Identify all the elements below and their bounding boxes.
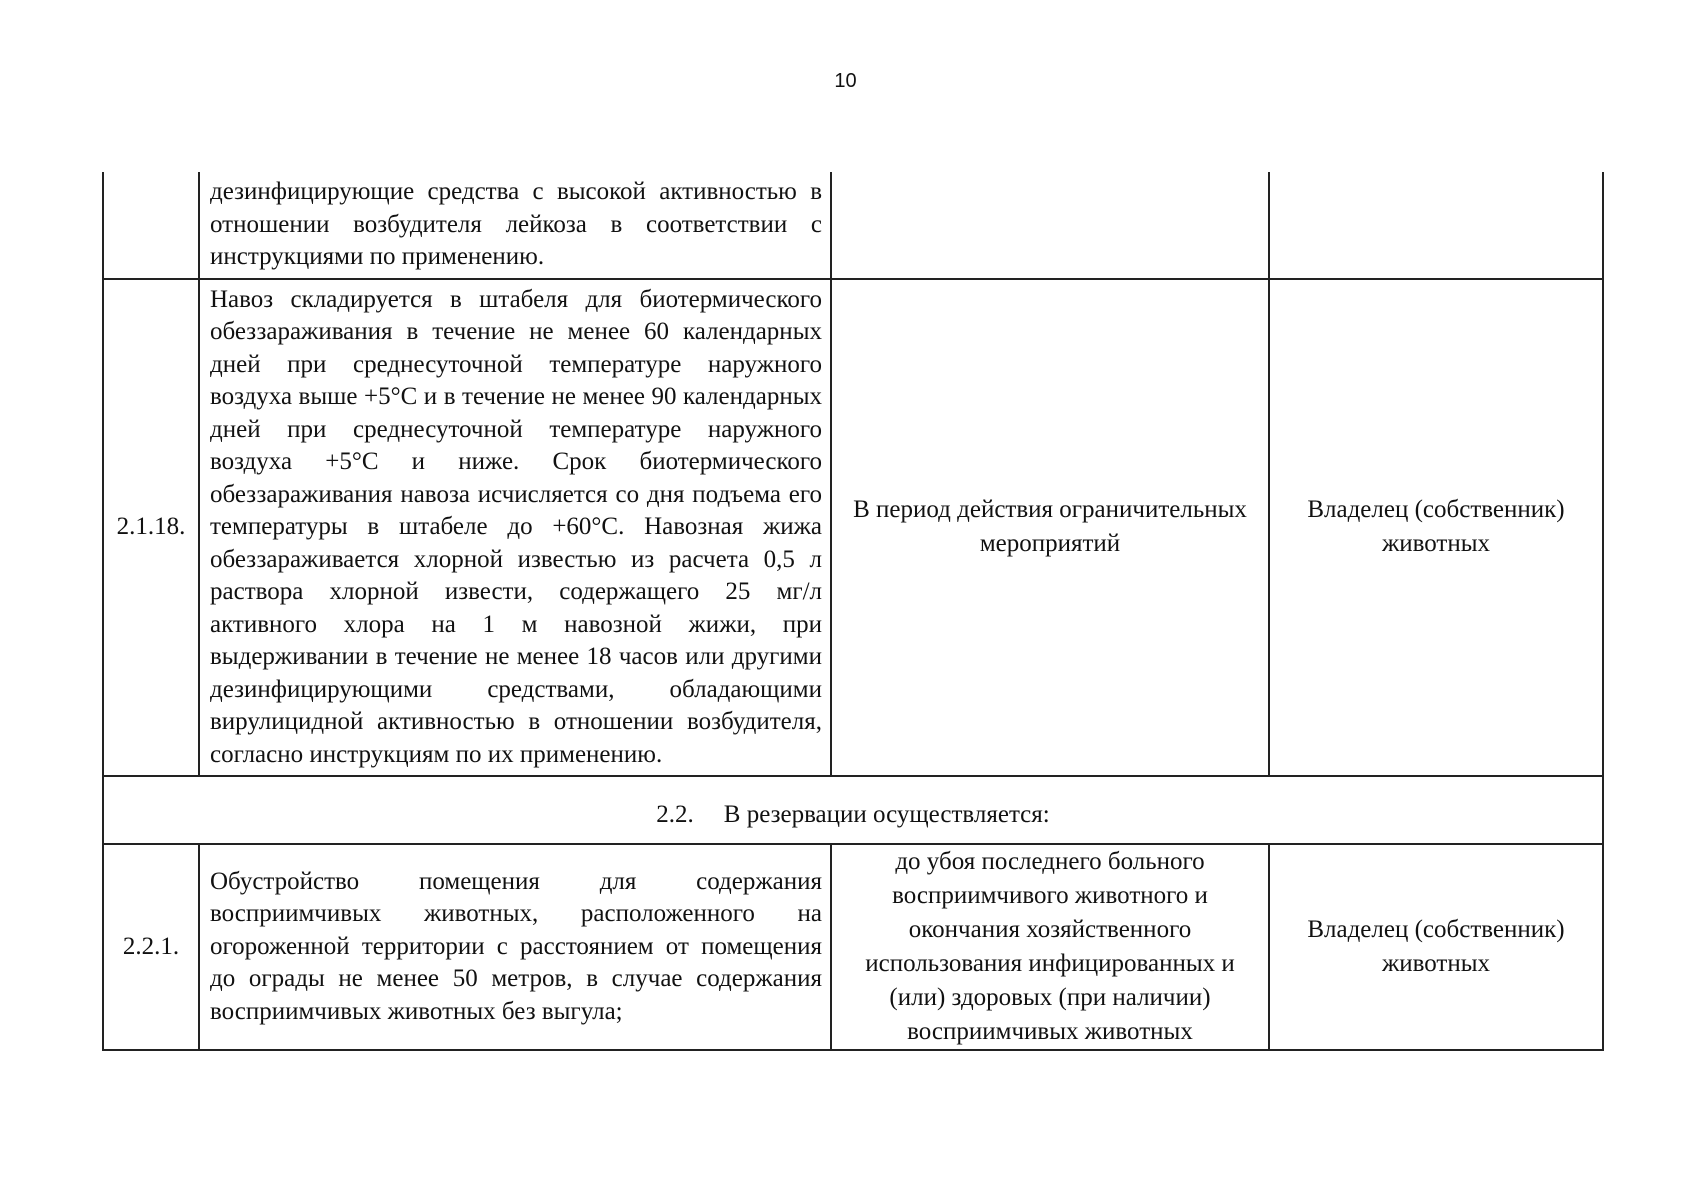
section-title: В резервации осуществляется: [723, 801, 1050, 828]
table-row [103, 172, 1603, 279]
measure-text: Обустройство помещения для содержания восприимчивых животных, расположенного на огороженной территории с расстоянием от помещения до ограды не менее 50 метров, в случае содержания восприимчивых животных без выгула; [199, 844, 831, 1050]
row-number: 2.2.1. [103, 844, 199, 1050]
section-row [103, 776, 1603, 844]
period-text: до убоя последнего больного восприимчивого животного и окончания хозяйственного использования инфицированных и (или) здоровых (при наличии) восприимчивых животных [831, 844, 1269, 1050]
section-number: 2.2. [656, 801, 694, 828]
table-row [103, 279, 1603, 777]
period-text [831, 172, 1269, 279]
row-number: 2.1.18. [103, 279, 199, 777]
page-number: 10 [834, 70, 857, 92]
measures-table [102, 172, 1604, 1051]
responsible-text: Владелец (собственник) животных [1269, 844, 1603, 1050]
period-text: В период действия ограничительных мероприятий [831, 279, 1269, 777]
table-row [103, 844, 1603, 1050]
responsible-text: Владелец (собственник) животных [1269, 279, 1603, 777]
section-heading [103, 776, 1603, 844]
responsible-text [1269, 172, 1603, 279]
measure-text: Навоз складируется в штабеля для биотермического обеззараживания в течение не менее 60 календарных дней при среднесуточной температуре наружного воздуха выше +5°С и в течение не менее 90 календарных дней при среднесуточной температуре наружного воздуха +5°С и ниже. Срок биотермического обеззараживания навоза исчисляется со дня подъема его температуры в штабеле до +60°С. Навозная жижа обеззараживается хлорной известью из расчета 0,5 л раствора хлорной извести, содержащего 25 мг/л активного хлора на 1 м навозной жижи, при выдерживании в течение не менее 18 часов или другими дезинфицирующими средствами, обладающими вирулицидной активностью в отношении возбудителя, согласно инструкциям по их применению. [199, 279, 831, 777]
row-number [103, 172, 199, 279]
measure-text: дезинфицирующие средства с высокой активностью в отношении возбудителя лейкоза в соответствии с инструкциями по применению. [199, 172, 831, 279]
